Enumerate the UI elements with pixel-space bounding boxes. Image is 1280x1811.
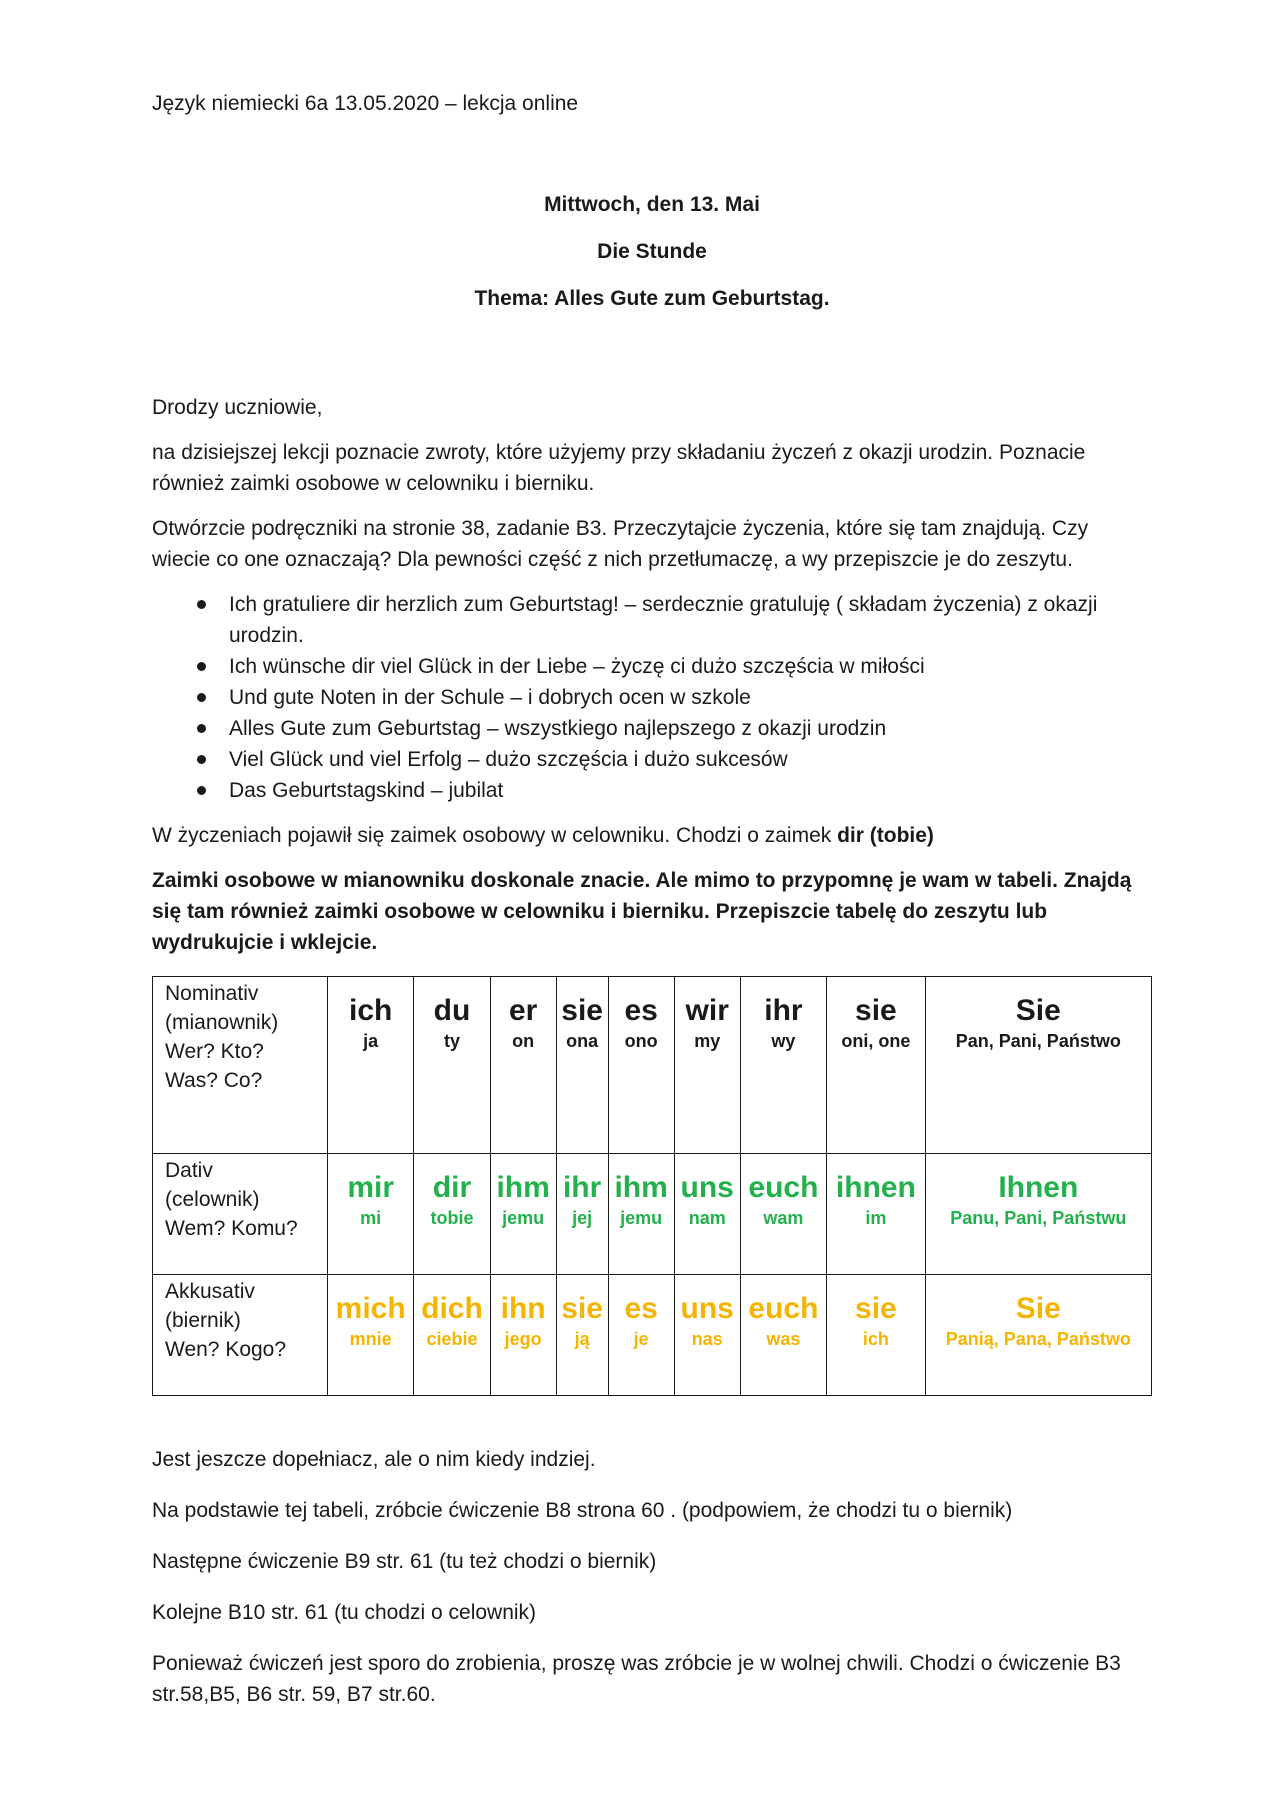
paragraph: na dzisiejszej lekcji poznacie zwroty, które użyjemy przy składaniu życzeń z okazji urodzin. Poznacie również zaimki osobowe w celowniku i bierniku. xyxy=(152,441,1086,495)
table-cell xyxy=(490,1275,556,1396)
pronoun-translation: ja xyxy=(363,1031,379,1051)
table-cell xyxy=(925,1154,1151,1275)
pronoun-translation: wy xyxy=(771,1031,796,1051)
pronoun-word: ich xyxy=(349,994,393,1027)
pronoun-translation: Panią, Pana, Państwo xyxy=(945,1329,1131,1349)
paragraph: Ponieważ ćwiczeń jest sporo do zrobienia, proszę was zróbcie je w wolnej chwili. Chodzi o ćwiczenie B3 str.58,B5, B6 str. 59, B7 str.60. xyxy=(152,1652,1121,1706)
pronoun-translation: mnie xyxy=(349,1329,392,1349)
pronoun-translation: jemu xyxy=(502,1208,545,1228)
table-intro: Zaimki osobowe w mianowniku doskonale znacie. Ale mimo to przypomnę je wam w tabeli. Znajdą się tam również zaimki osobowe w celowniku i bierniku. Przepiszcie tabelę do zeszytu lub wydrukujcie i wklejcie. xyxy=(152,869,1132,954)
table-cell xyxy=(414,1154,490,1275)
row-header-line: Dativ xyxy=(165,1159,213,1182)
row-header-line: Wer? Kto? xyxy=(165,1040,264,1063)
paragraph: Otwórzcie podręczniki na stronie 38, zadanie B3. Przeczytajcie życzenia, które się tam znajdują. Czy wiecie co one oznaczają? Dla pewności część z nich przetłumaczę, a wy przepiszcie je do zeszytu. xyxy=(152,517,1089,571)
table-cell xyxy=(328,977,414,1154)
list-item: Ich wünsche dir viel Glück in der Liebe – życzę ci dużo szczęścia w miłości xyxy=(229,651,1152,682)
row-header-akkusativ xyxy=(153,1275,328,1396)
paragraph: Kolejne B10 str. 61 (tu chodzi o celownik) xyxy=(152,1601,537,1624)
pronoun-translation: tobie xyxy=(430,1208,474,1228)
pronoun-word: du xyxy=(433,994,471,1027)
table-cell xyxy=(608,1154,674,1275)
list-item: Ich gratuliere dir herzlich zum Geburtstag! – serdecznie gratuluję ( składam życzenia) z okazji urodzin. xyxy=(229,589,1152,651)
pronoun-translation: ono xyxy=(624,1031,658,1051)
paragraph: Na podstawie tej tabeli, zróbcie ćwiczenie B8 strona 60 . (podpowiem, że chodzi tu o biernik) xyxy=(152,1499,1013,1522)
pronoun-word: mich xyxy=(335,1292,406,1325)
pronoun-word: uns xyxy=(680,1292,734,1325)
pronoun-table xyxy=(152,976,1152,1396)
pronoun-translation: ty xyxy=(443,1031,460,1051)
table-cell xyxy=(925,1275,1151,1396)
pronoun-word: ihn xyxy=(500,1292,546,1325)
greeting: Drodzy uczniowie, xyxy=(152,396,323,419)
table-cell xyxy=(556,1154,608,1275)
pronoun-word: euch xyxy=(748,1292,819,1325)
table-cell xyxy=(556,1275,608,1396)
table-row-dativ xyxy=(153,1154,1152,1275)
pronoun-word: ihnen xyxy=(835,1171,916,1204)
pronoun-word: ihr xyxy=(562,1171,602,1204)
row-header-line: Wen? Kogo? xyxy=(165,1338,287,1361)
row-header-line: Nominativ xyxy=(165,982,259,1005)
table-cell xyxy=(490,977,556,1154)
paragraph: Następne ćwiczenie B9 str. 61 (tu też chodzi o biernik) xyxy=(152,1550,657,1573)
row-header-line: (biernik) xyxy=(165,1309,241,1332)
pronoun-word: sie xyxy=(855,994,897,1027)
pronoun-translation: my xyxy=(694,1031,721,1051)
pronoun-translation: ją xyxy=(574,1329,590,1349)
row-header-line: (mianownik) xyxy=(165,1011,279,1034)
pronoun-word: ihm xyxy=(496,1171,550,1204)
list-item: Alles Gute zum Geburtstag – wszystkiego najlepszego z okazji urodzin xyxy=(229,713,1152,744)
pronoun-word: mir xyxy=(347,1171,395,1204)
lesson-date: Mittwoch, den 13. Mai xyxy=(544,193,760,216)
table-cell xyxy=(827,977,926,1154)
table-cell xyxy=(414,1275,490,1396)
pronoun-word: er xyxy=(508,994,538,1027)
table-row-nominativ xyxy=(153,977,1152,1154)
pronoun-word: dir xyxy=(432,1171,472,1204)
lesson-label: Die Stunde xyxy=(597,240,707,263)
table-row-akkusativ xyxy=(153,1275,1152,1396)
pronoun-word: sie xyxy=(855,1292,897,1325)
table-cell xyxy=(740,977,826,1154)
row-header-nominativ xyxy=(153,977,328,1154)
pronoun-word: sie xyxy=(561,1292,603,1325)
pronoun-translation: jemu xyxy=(620,1208,663,1228)
pronoun-word: dich xyxy=(421,1292,483,1325)
table-cell xyxy=(556,977,608,1154)
pronoun-translation: Pan, Pani, Państwo xyxy=(955,1031,1121,1051)
document-header: Język niemiecki 6a 13.05.2020 – lekcja online xyxy=(152,92,579,115)
pronoun-word: euch xyxy=(748,1171,819,1204)
pronoun-translation: Panu, Pani, Państwu xyxy=(950,1208,1127,1228)
lesson-titles xyxy=(152,189,1152,314)
paragraph: Jest jeszcze dopełniacz, ale o nim kiedy indziej. xyxy=(152,1448,596,1471)
dative-note-bold: dir (tobie) xyxy=(837,824,934,847)
row-header-line: (celownik) xyxy=(165,1188,260,1211)
table-cell xyxy=(328,1275,414,1396)
table-cell xyxy=(827,1275,926,1396)
table-cell xyxy=(608,977,674,1154)
pronoun-translation: nas xyxy=(691,1329,723,1349)
table-cell xyxy=(608,1275,674,1396)
pronoun-translation: jego xyxy=(504,1329,542,1349)
pronoun-translation: on xyxy=(512,1031,535,1051)
pronoun-word: ihr xyxy=(764,994,803,1027)
list-item: Und gute Noten in der Schule – i dobrych ocen w szkole xyxy=(229,682,1152,713)
table-cell xyxy=(740,1154,826,1275)
table-cell xyxy=(674,1275,740,1396)
pronoun-translation: im xyxy=(865,1208,887,1228)
pronoun-word: Sie xyxy=(1015,994,1061,1027)
dative-note xyxy=(152,820,1152,851)
table-cell xyxy=(674,1154,740,1275)
pronoun-word: wir xyxy=(685,994,729,1027)
list-item: Das Geburtstagskind – jubilat xyxy=(229,775,1152,806)
pronoun-word: ihm xyxy=(614,1171,668,1204)
table-cell xyxy=(674,977,740,1154)
pronoun-translation: je xyxy=(633,1329,649,1349)
list-item: Viel Glück und viel Erfolg – dużo szczęścia i dużo sukcesów xyxy=(229,744,1152,775)
pronoun-translation: was xyxy=(766,1329,801,1349)
pronoun-word: sie xyxy=(561,994,603,1027)
pronoun-word: Sie xyxy=(1015,1292,1061,1325)
table-cell xyxy=(827,1154,926,1275)
pronoun-translation: wam xyxy=(763,1208,804,1228)
table-cell xyxy=(925,977,1151,1154)
pronoun-word: Ihnen xyxy=(998,1171,1079,1204)
dative-note-text: W życzeniach pojawił się zaimek osobowy w celowniku. Chodzi o zaimek xyxy=(152,824,838,847)
row-header-line: Was? Co? xyxy=(165,1069,263,1092)
pronoun-translation: jej xyxy=(572,1208,593,1228)
pronoun-translation: nam xyxy=(688,1208,726,1228)
pronoun-word: es xyxy=(624,1292,658,1325)
table-cell xyxy=(328,1154,414,1275)
pronoun-translation: mi xyxy=(360,1208,382,1228)
document-page xyxy=(152,88,1152,1730)
outro-section xyxy=(152,1444,1152,1710)
table-cell xyxy=(414,977,490,1154)
lesson-topic: Thema: Alles Gute zum Geburtstag. xyxy=(474,287,830,310)
wishes-list xyxy=(152,589,1152,806)
row-header-line: Akkusativ xyxy=(165,1280,255,1303)
table-cell xyxy=(490,1154,556,1275)
pronoun-translation: ciebie xyxy=(426,1329,478,1349)
pronoun-translation: ich xyxy=(862,1329,889,1349)
row-header-dativ xyxy=(153,1154,328,1275)
intro-section xyxy=(152,392,1152,958)
pronoun-translation: oni, one xyxy=(841,1031,911,1051)
table-cell xyxy=(740,1275,826,1396)
pronoun-word: es xyxy=(624,994,658,1027)
pronoun-translation: ona xyxy=(566,1031,599,1051)
pronoun-word: uns xyxy=(680,1171,734,1204)
row-header-line: Wem? Komu? xyxy=(165,1217,298,1240)
